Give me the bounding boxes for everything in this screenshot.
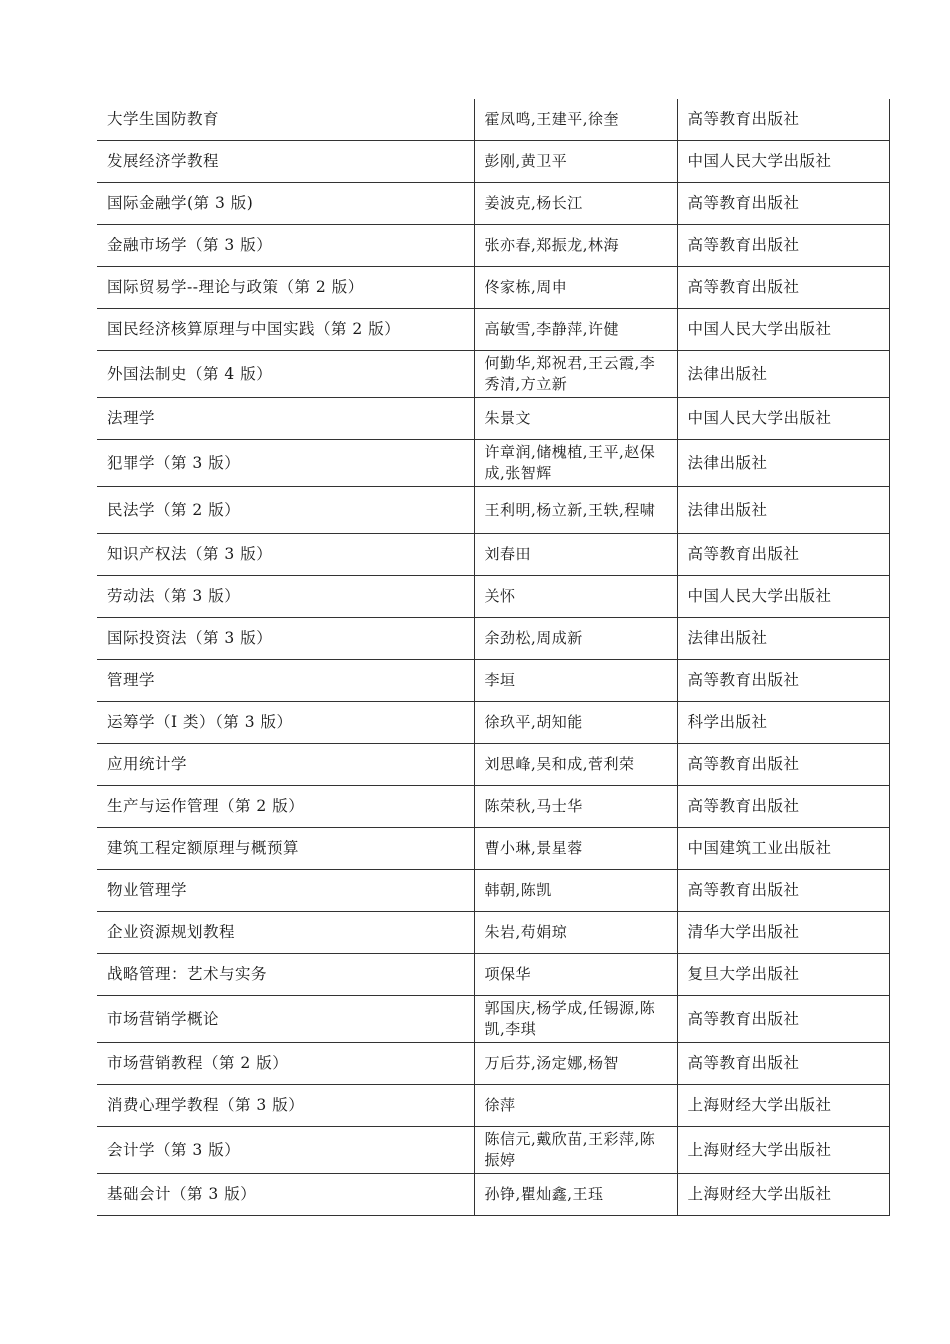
book-title-cell: 应用统计学 (97, 744, 474, 786)
book-publisher-cell: 复旦大学出版社 (677, 954, 889, 996)
book-publisher-cell: 高等教育出版社 (677, 660, 889, 702)
table-row (97, 440, 889, 487)
table-row (97, 1085, 889, 1127)
book-title-cell: 市场营销学概论 (97, 996, 474, 1043)
book-title-cell: 民法学（第 2 版） (97, 487, 474, 534)
book-authors-cell: 李垣 (474, 660, 677, 702)
table-row (97, 996, 889, 1043)
book-publisher-cell: 高等教育出版社 (677, 870, 889, 912)
textbook-table (97, 99, 890, 1216)
book-authors-cell: 余劲松,周成新 (474, 618, 677, 660)
book-authors-cell: 郭国庆,杨学成,任锡源,陈凯,李琪 (474, 996, 677, 1043)
book-publisher-cell: 高等教育出版社 (677, 744, 889, 786)
table-row (97, 309, 889, 351)
book-authors-cell: 陈荣秋,马士华 (474, 786, 677, 828)
book-title-cell: 法理学 (97, 398, 474, 440)
book-title-cell: 知识产权法（第 3 版） (97, 534, 474, 576)
book-title-cell: 消费心理学教程（第 3 版） (97, 1085, 474, 1127)
book-authors-cell: 万后芬,汤定娜,杨智 (474, 1043, 677, 1085)
book-authors-cell: 关怀 (474, 576, 677, 618)
table-row (97, 225, 889, 267)
book-publisher-cell: 法律出版社 (677, 487, 889, 534)
book-publisher-cell: 高等教育出版社 (677, 225, 889, 267)
book-title-cell: 发展经济学教程 (97, 141, 474, 183)
table-row (97, 351, 889, 398)
book-title-cell: 运筹学（I 类）（第 3 版） (97, 702, 474, 744)
book-authors-cell: 高敏雪,李静萍,许健 (474, 309, 677, 351)
table-row (97, 1174, 889, 1216)
book-authors-cell: 徐萍 (474, 1085, 677, 1127)
book-title-cell: 市场营销教程（第 2 版） (97, 1043, 474, 1085)
book-title-cell: 企业资源规划教程 (97, 912, 474, 954)
book-authors-cell: 许章润,储槐植,王平,赵保成,张智辉 (474, 440, 677, 487)
textbook-table-body (97, 99, 889, 1216)
book-authors-cell: 陈信元,戴欣苗,王彩萍,陈振婷 (474, 1127, 677, 1174)
book-title-cell: 国民经济核算原理与中国实践（第 2 版） (97, 309, 474, 351)
book-title-cell: 管理学 (97, 660, 474, 702)
book-authors-cell: 曹小琳,景星蓉 (474, 828, 677, 870)
book-authors-cell: 彭刚,黄卫平 (474, 141, 677, 183)
book-publisher-cell: 高等教育出版社 (677, 996, 889, 1043)
book-authors-cell: 项保华 (474, 954, 677, 996)
book-publisher-cell: 中国人民大学出版社 (677, 141, 889, 183)
book-title-cell: 会计学（第 3 版） (97, 1127, 474, 1174)
book-title-cell: 国际投资法（第 3 版） (97, 618, 474, 660)
table-row (97, 141, 889, 183)
table-row (97, 183, 889, 225)
book-publisher-cell: 中国人民大学出版社 (677, 398, 889, 440)
table-row (97, 618, 889, 660)
table-row (97, 660, 889, 702)
book-publisher-cell: 中国建筑工业出版社 (677, 828, 889, 870)
book-title-cell: 基础会计（第 3 版） (97, 1174, 474, 1216)
table-row (97, 786, 889, 828)
book-authors-cell: 徐玖平,胡知能 (474, 702, 677, 744)
table-row (97, 912, 889, 954)
book-publisher-cell: 高等教育出版社 (677, 786, 889, 828)
book-authors-cell: 姜波克,杨长江 (474, 183, 677, 225)
book-title-cell: 物业管理学 (97, 870, 474, 912)
table-row (97, 954, 889, 996)
book-title-cell: 战略管理：艺术与实务 (97, 954, 474, 996)
table-row (97, 828, 889, 870)
book-title-cell: 国际金融学(第 3 版) (97, 183, 474, 225)
book-authors-cell: 韩朝,陈凯 (474, 870, 677, 912)
book-authors-cell: 何勤华,郑祝君,王云霞,李秀清,方立新 (474, 351, 677, 398)
table-row (97, 870, 889, 912)
book-publisher-cell: 高等教育出版社 (677, 99, 889, 141)
book-authors-cell: 霍凤鸣,王建平,徐奎 (474, 99, 677, 141)
book-title-cell: 劳动法（第 3 版） (97, 576, 474, 618)
book-authors-cell: 张亦春,郑振龙,林海 (474, 225, 677, 267)
book-authors-cell: 佟家栋,周申 (474, 267, 677, 309)
table-row (97, 534, 889, 576)
book-publisher-cell: 清华大学出版社 (677, 912, 889, 954)
book-publisher-cell: 高等教育出版社 (677, 534, 889, 576)
book-title-cell: 建筑工程定额原理与概预算 (97, 828, 474, 870)
book-title-cell: 大学生国防教育 (97, 99, 474, 141)
book-publisher-cell: 法律出版社 (677, 351, 889, 398)
book-title-cell: 生产与运作管理（第 2 版） (97, 786, 474, 828)
book-authors-cell: 孙铮,瞿灿鑫,王珏 (474, 1174, 677, 1216)
book-publisher-cell: 中国人民大学出版社 (677, 309, 889, 351)
book-title-cell: 国际贸易学--理论与政策（第 2 版） (97, 267, 474, 309)
book-title-cell: 犯罪学（第 3 版） (97, 440, 474, 487)
book-publisher-cell: 上海财经大学出版社 (677, 1174, 889, 1216)
book-authors-cell: 刘春田 (474, 534, 677, 576)
book-publisher-cell: 上海财经大学出版社 (677, 1127, 889, 1174)
table-row (97, 744, 889, 786)
table-row (97, 487, 889, 534)
book-publisher-cell: 法律出版社 (677, 440, 889, 487)
book-authors-cell: 王利明,杨立新,王轶,程啸 (474, 487, 677, 534)
table-row (97, 1043, 889, 1085)
book-publisher-cell: 上海财经大学出版社 (677, 1085, 889, 1127)
table-row (97, 267, 889, 309)
book-publisher-cell: 法律出版社 (677, 618, 889, 660)
table-row (97, 398, 889, 440)
book-authors-cell: 朱景文 (474, 398, 677, 440)
book-title-cell: 金融市场学（第 3 版） (97, 225, 474, 267)
book-publisher-cell: 科学出版社 (677, 702, 889, 744)
table-row (97, 99, 889, 141)
book-authors-cell: 朱岩,苟娟琼 (474, 912, 677, 954)
book-authors-cell: 刘思峰,吴和成,菅利荣 (474, 744, 677, 786)
book-title-cell: 外国法制史（第 4 版） (97, 351, 474, 398)
book-publisher-cell: 中国人民大学出版社 (677, 576, 889, 618)
book-publisher-cell: 高等教育出版社 (677, 1043, 889, 1085)
book-publisher-cell: 高等教育出版社 (677, 183, 889, 225)
table-row (97, 1127, 889, 1174)
book-publisher-cell: 高等教育出版社 (677, 267, 889, 309)
table-row (97, 576, 889, 618)
textbook-list-page (97, 99, 889, 1216)
table-row (97, 702, 889, 744)
